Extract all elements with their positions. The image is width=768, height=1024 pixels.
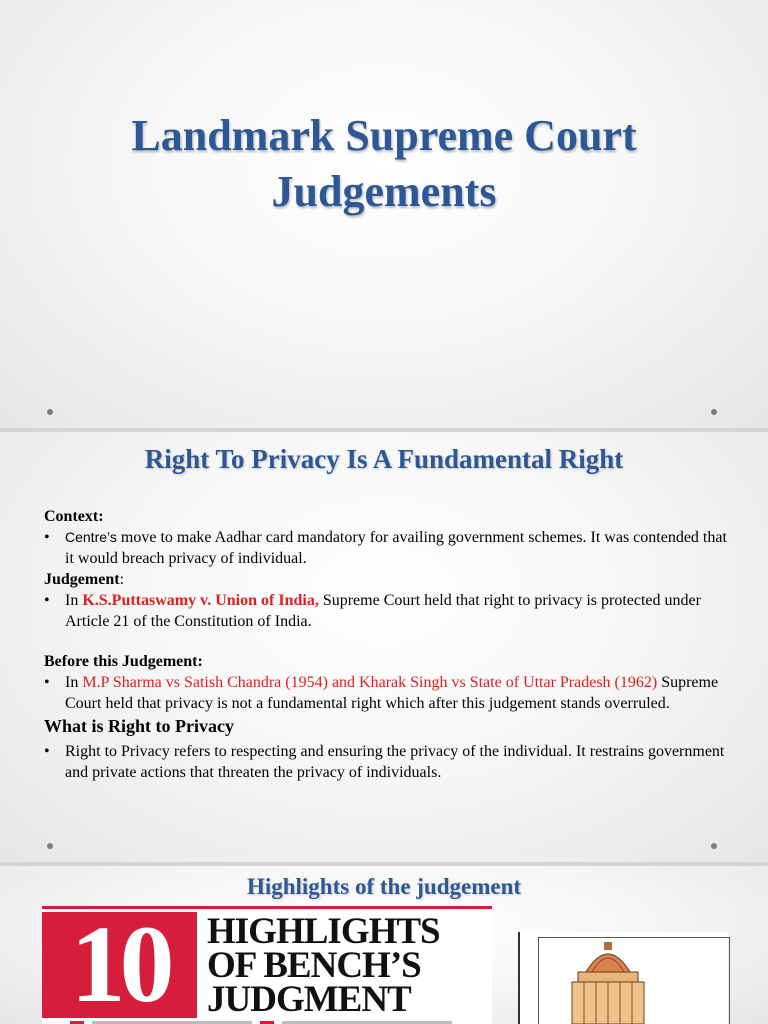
- title-slide: [0, 0, 768, 428]
- before-bullet: [44, 672, 734, 714]
- context-heading: Context:: [44, 508, 104, 525]
- slide-body: [44, 506, 734, 783]
- what-text: Right to Privacy refers to respecting and ensuring the privacy of the individual. It restrains government and private actions that threaten the privacy of individuals.: [65, 743, 725, 781]
- slide-corner-dot: [711, 843, 717, 849]
- title-line-2: Judgements: [271, 167, 497, 216]
- highlights-slide: [0, 866, 768, 1024]
- context-bullet: [44, 527, 734, 569]
- before-text: Supreme Court held that privacy is not a fundamental right which after this judgement stands overruled.: [65, 674, 719, 712]
- title-line-1: Landmark Supreme Court: [131, 111, 637, 160]
- slide-heading: Highlights of the judgement: [246, 874, 522, 899]
- headline-line-1: HIGHLIGHTS: [207, 911, 440, 952]
- supreme-court-dome-icon: [520, 932, 728, 1024]
- right-to-privacy-slide: [0, 432, 768, 862]
- clipping-headline: [207, 911, 440, 1020]
- slide-corner-dot: [47, 843, 53, 849]
- judgement-colon: :: [119, 571, 125, 588]
- number-box: 10: [42, 912, 197, 1018]
- judgement-in: In: [65, 592, 83, 609]
- judgement-bullet: [44, 590, 734, 632]
- earlier-cases: M.P Sharma vs Satish Chandra (1954) and Kharak Singh vs State of Uttar Pradesh (1962): [82, 674, 658, 691]
- newspaper-clipping: [42, 906, 492, 1024]
- context-text: move to make Aadhar card mandatory for availing government schemes. It was contended that it would breach privacy of individual.: [65, 529, 727, 567]
- what-heading: What is Right to Privacy: [44, 716, 234, 736]
- centre-word: Centre’s: [65, 529, 117, 545]
- judgement-heading-row: [44, 569, 734, 590]
- before-in: In: [65, 674, 83, 691]
- headline-line-2: OF BENCH’S: [207, 945, 421, 986]
- headline-line-3: JUDGMENT: [207, 979, 411, 1020]
- before-heading: Before this Judgement:: [44, 653, 203, 670]
- case-name: K.S.Puttaswamy v. Union of India,: [82, 592, 319, 609]
- what-bullet: [44, 741, 734, 783]
- judgement-heading: Judgement: [44, 571, 120, 588]
- slide-heading: Right To Privacy Is A Fundamental Right: [144, 444, 624, 474]
- judgement-text: Supreme Court held that right to privacy is protected under Article 21 of the Constitution of India.: [65, 592, 701, 630]
- slide-corner-dot: [47, 409, 53, 415]
- slide-corner-dot: [711, 409, 717, 415]
- supreme-court-illustration: [518, 932, 728, 1024]
- slide-title: [0, 108, 768, 220]
